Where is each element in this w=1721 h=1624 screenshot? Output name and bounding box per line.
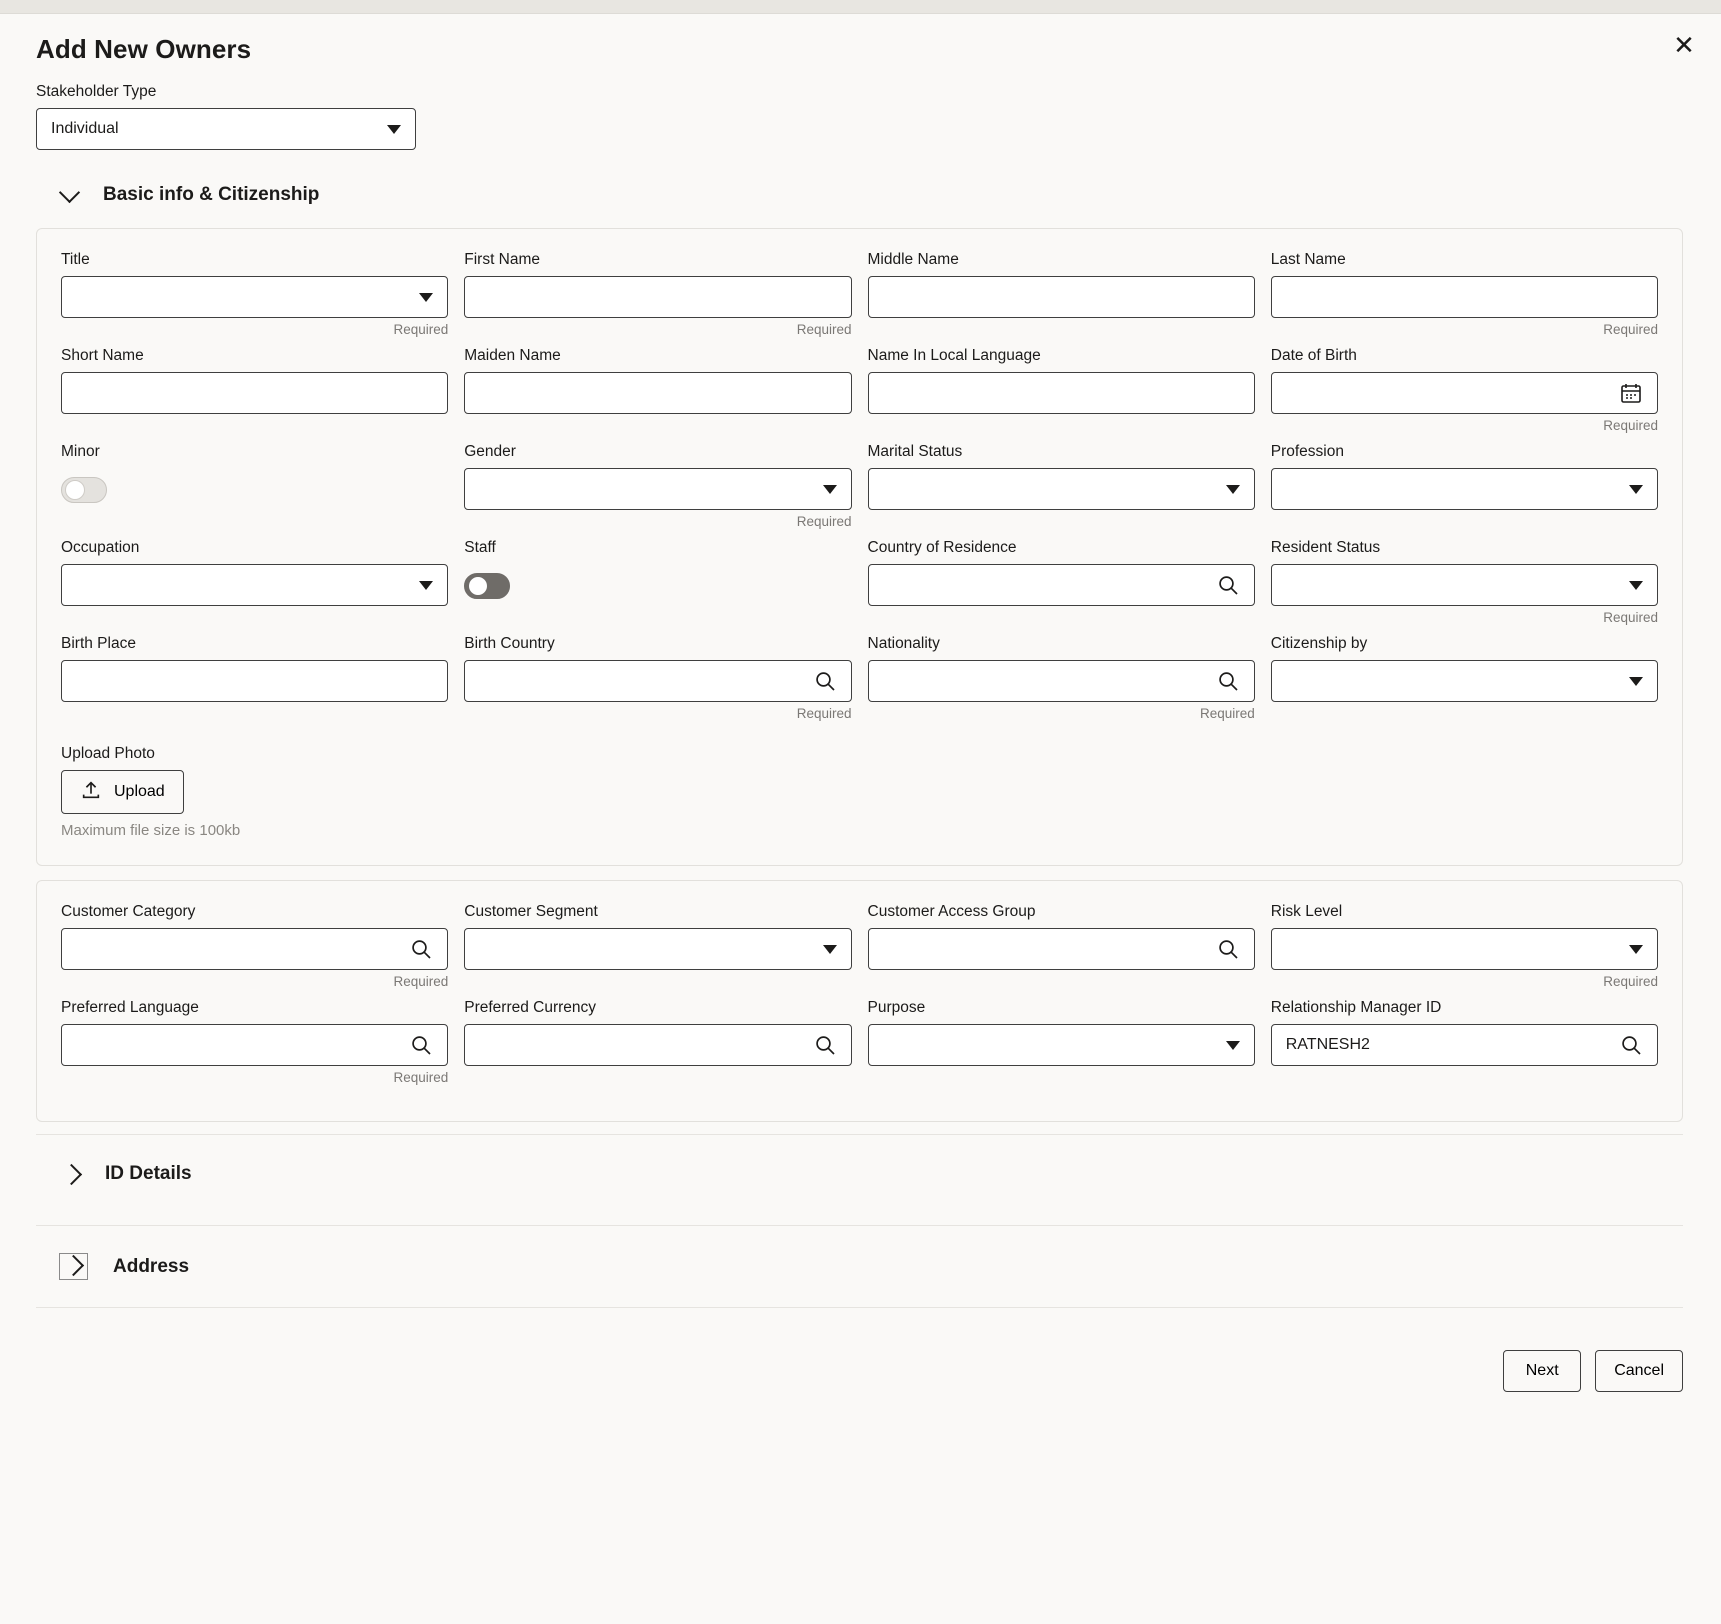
title-select[interactable] [61, 276, 448, 318]
last-name-label: Last Name [1270, 251, 1346, 268]
gender-select[interactable] [464, 468, 851, 510]
birth-country-input[interactable] [464, 660, 851, 702]
field-date-of-birth [1271, 347, 1658, 443]
upload-photo-field [61, 745, 1658, 839]
stakeholder-type-label: Stakeholder Type [36, 83, 157, 100]
staff-toggle[interactable] [464, 573, 510, 599]
preferred-language-input[interactable] [61, 1024, 448, 1066]
stakeholder-type-value: Individual [51, 120, 119, 137]
customer-access-group-input[interactable] [868, 928, 1255, 970]
maiden-name-label: Maiden Name [464, 347, 561, 364]
maiden-name-input[interactable] [464, 372, 851, 414]
middle-name-label: Middle Name [867, 251, 959, 268]
customer-segment-select[interactable] [464, 928, 851, 970]
chevron-down-icon [1226, 485, 1240, 494]
next-button[interactable]: Next [1503, 1350, 1581, 1392]
search-icon[interactable] [1216, 669, 1240, 693]
title-required-hint: Required [393, 322, 449, 337]
staff-label: Staff [464, 539, 496, 556]
calendar-icon[interactable] [1619, 381, 1643, 405]
search-icon[interactable] [409, 937, 433, 961]
field-nationality [868, 635, 1255, 731]
birth-place-input[interactable] [61, 660, 448, 702]
customer-details-card [36, 880, 1683, 1122]
page-title: Add New Owners [36, 34, 252, 64]
search-icon[interactable] [1619, 1033, 1643, 1057]
search-icon[interactable] [1216, 937, 1240, 961]
basic-info-grid [61, 251, 1658, 731]
upload-icon [80, 779, 102, 806]
profession-label: Profession [1270, 443, 1344, 460]
preferred-language-label: Preferred Language [61, 999, 199, 1016]
field-name-in-local-language [868, 347, 1255, 443]
field-short-name [61, 347, 448, 443]
upload-hint: Maximum file size is 100kb [61, 822, 241, 839]
middle-name-input[interactable] [868, 276, 1255, 318]
toggle-knob [468, 576, 488, 596]
citizenship-by-label: Citizenship by [1270, 635, 1368, 652]
country-of-residence-input[interactable] [868, 564, 1255, 606]
field-marital-status [868, 443, 1255, 539]
section-id-details-label: ID Details [105, 1163, 192, 1184]
birth-place-label: Birth Place [61, 635, 136, 652]
nationality-input[interactable] [868, 660, 1255, 702]
customer-access-group-label: Customer Access Group [867, 903, 1036, 920]
customer-details-grid [61, 903, 1658, 1095]
customer-segment-label: Customer Segment [464, 903, 598, 920]
stakeholder-type-select[interactable] [36, 108, 416, 150]
gender-label: Gender [464, 443, 516, 460]
occupation-select[interactable] [61, 564, 448, 606]
field-risk-level [1271, 903, 1658, 999]
field-birth-place [61, 635, 448, 731]
relationship-manager-id-label: Relationship Manager ID [1270, 999, 1442, 1016]
field-customer-access-group [868, 903, 1255, 999]
search-icon[interactable] [813, 669, 837, 693]
close-icon[interactable]: ✕ [1665, 26, 1703, 64]
cancel-button[interactable]: Cancel [1595, 1350, 1683, 1392]
preferred-currency-label: Preferred Currency [464, 999, 597, 1016]
field-middle-name [868, 251, 1255, 347]
citizenship-by-select[interactable] [1271, 660, 1658, 702]
purpose-label: Purpose [867, 999, 926, 1016]
relationship-manager-id-value: RATNESH2 [1285, 1036, 1370, 1053]
nationality-required-hint: Required [1199, 706, 1255, 721]
risk-level-required-hint: Required [1603, 974, 1658, 989]
chevron-right-icon [60, 1254, 87, 1279]
stakeholder-type-field [36, 83, 416, 150]
minor-label: Minor [61, 443, 100, 460]
birth-country-label: Birth Country [464, 635, 555, 652]
chevron-down-icon [1629, 485, 1643, 494]
risk-level-select[interactable] [1271, 928, 1658, 970]
chevron-down-icon [1629, 581, 1643, 590]
preferred-currency-input[interactable] [464, 1024, 851, 1066]
short-name-input[interactable] [61, 372, 448, 414]
birth-country-required-hint: Required [796, 706, 852, 721]
field-title [61, 251, 448, 347]
basic-info-card [36, 228, 1683, 866]
upload-photo-label: Upload Photo [61, 745, 155, 762]
customer-category-input[interactable] [61, 928, 448, 970]
chevron-down-icon [387, 125, 401, 134]
customer-category-label: Customer Category [61, 903, 196, 920]
chevron-down-icon [823, 945, 837, 954]
customer-category-required-hint: Required [393, 974, 449, 989]
field-relationship-manager-id [1271, 999, 1658, 1095]
chevron-down-icon [1226, 1041, 1240, 1050]
preferred-language-required-hint: Required [393, 1070, 449, 1085]
field-first-name [464, 251, 851, 347]
chevron-down-icon [823, 485, 837, 494]
last-name-input[interactable] [1271, 276, 1658, 318]
field-customer-segment [464, 903, 851, 999]
section-address-row [36, 1225, 1683, 1308]
profession-select[interactable] [1271, 468, 1658, 510]
field-gender [464, 443, 851, 539]
field-last-name [1271, 251, 1658, 347]
chevron-down-icon [1629, 677, 1643, 686]
first-name-input[interactable] [464, 276, 851, 318]
section-basic-info-label: Basic info & Citizenship [103, 184, 320, 205]
chevron-down-icon [419, 581, 433, 590]
title-label: Title [61, 251, 90, 268]
dialog-footer [0, 1308, 1721, 1422]
toggle-knob [65, 480, 85, 500]
nationality-label: Nationality [867, 635, 940, 652]
first-name-required-hint: Required [796, 322, 852, 337]
field-minor [61, 443, 448, 539]
section-id-details-header[interactable] [36, 1155, 1683, 1193]
minor-toggle[interactable] [61, 477, 107, 503]
search-icon[interactable] [813, 1033, 837, 1057]
chevron-right-icon [61, 1163, 82, 1184]
first-name-label: First Name [464, 251, 541, 268]
field-preferred-language [61, 999, 448, 1095]
purpose-select[interactable] [868, 1024, 1255, 1066]
field-staff [464, 539, 851, 635]
resident-status-label: Resident Status [1270, 539, 1381, 556]
resident-status-select[interactable] [1271, 564, 1658, 606]
last-name-required-hint: Required [1603, 322, 1658, 337]
section-address-label: Address [113, 1255, 190, 1277]
search-icon[interactable] [409, 1033, 433, 1057]
chevron-down-icon [1629, 945, 1643, 954]
field-purpose [868, 999, 1255, 1095]
resident-status-required-hint: Required [1603, 610, 1658, 625]
date-of-birth-input[interactable] [1271, 372, 1658, 414]
field-profession [1271, 443, 1658, 539]
chevron-down-icon [59, 182, 80, 203]
section-address-header[interactable] [36, 1246, 1683, 1287]
field-birth-country [464, 635, 851, 731]
section-id-details-row [36, 1134, 1683, 1213]
section-basic-info-header[interactable] [36, 176, 1683, 214]
name-in-local-language-input[interactable] [868, 372, 1255, 414]
upload-button-label: Upload [114, 783, 165, 800]
upload-button[interactable] [61, 770, 184, 814]
field-maiden-name [464, 347, 851, 443]
short-name-label: Short Name [61, 347, 144, 364]
field-preferred-currency [464, 999, 851, 1095]
name-in-local-language-label: Name In Local Language [867, 347, 1041, 364]
field-country-of-residence [868, 539, 1255, 635]
relationship-manager-id-input[interactable] [1271, 1024, 1658, 1066]
chevron-down-icon [419, 293, 433, 302]
risk-level-label: Risk Level [1270, 903, 1343, 920]
marital-status-select[interactable] [868, 468, 1255, 510]
country-of-residence-label: Country of Residence [867, 539, 1017, 556]
field-citizenship-by [1271, 635, 1658, 731]
date-of-birth-required-hint: Required [1603, 418, 1658, 433]
date-of-birth-label: Date of Birth [1270, 347, 1357, 364]
marital-status-label: Marital Status [867, 443, 963, 460]
gender-required-hint: Required [796, 514, 852, 529]
field-resident-status [1271, 539, 1658, 635]
search-icon[interactable] [1216, 573, 1240, 597]
occupation-label: Occupation [61, 539, 140, 556]
window-top-strip [0, 0, 1721, 14]
field-customer-category [61, 903, 448, 999]
field-occupation [61, 539, 448, 635]
